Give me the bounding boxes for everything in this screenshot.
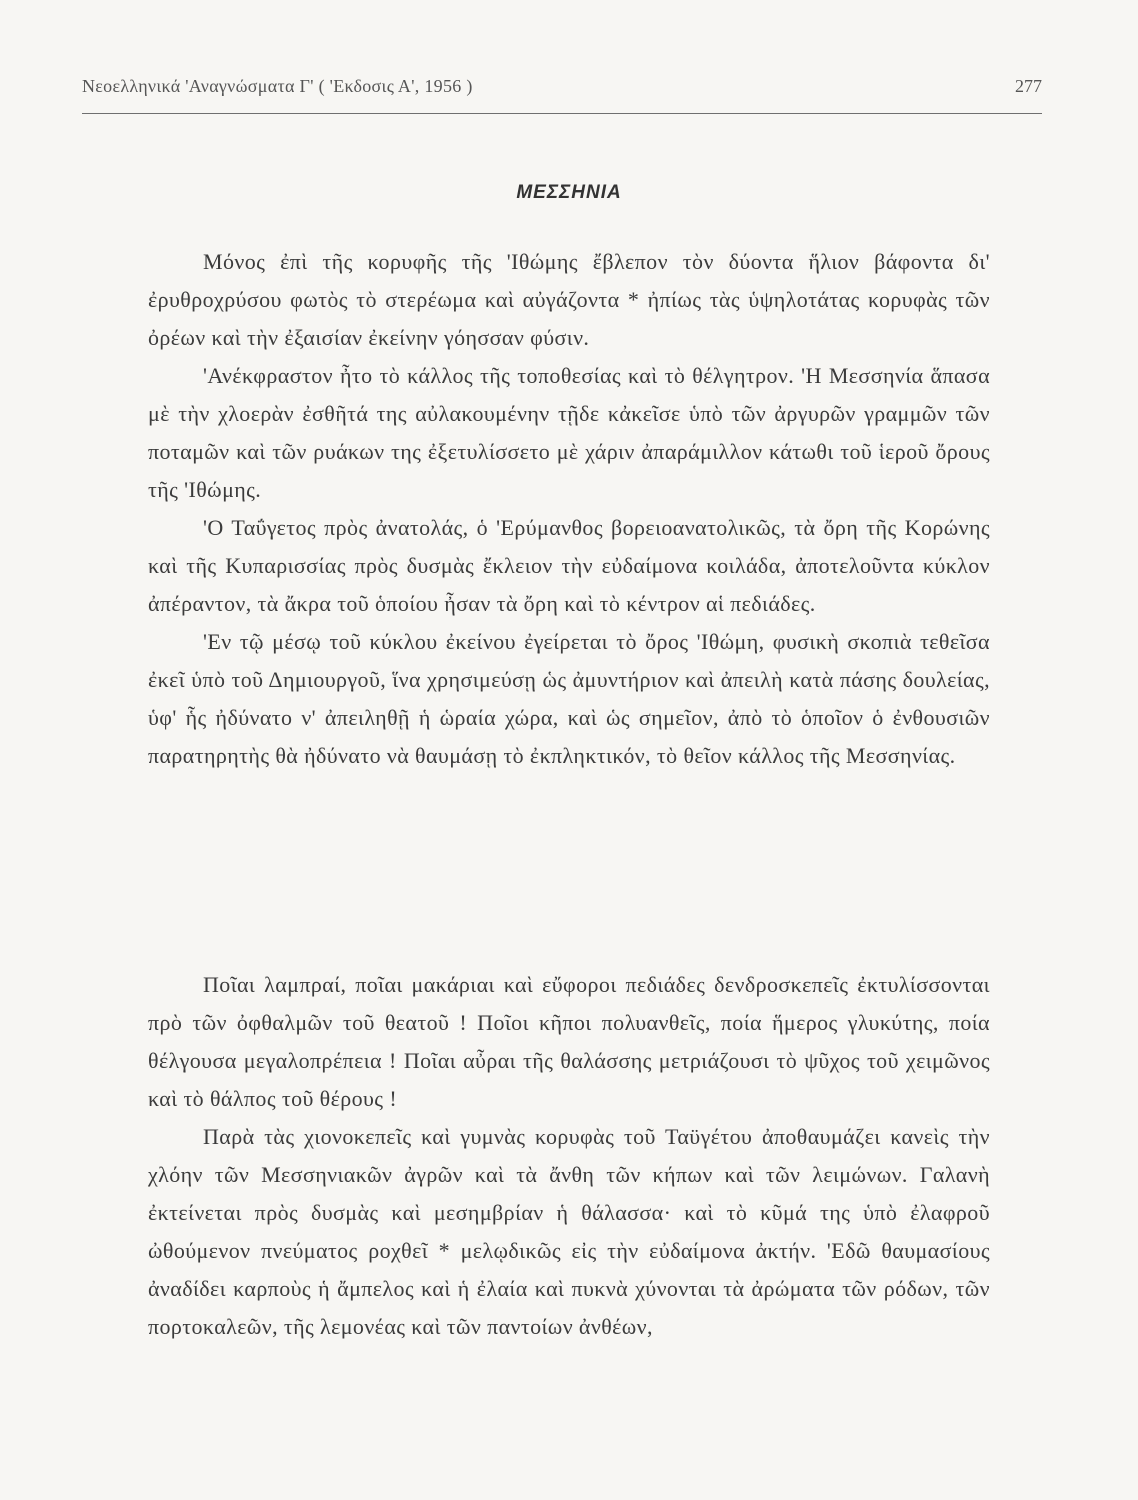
paragraph: 'Ο Ταΰγετος πρὸς ἀνατολάς, ὁ 'Ερύμανθος βορειοανατολικῶς, τὰ ὄρη τῆς Κορώνης καὶ τῆς Κυπαρισσίας πρὸς δυσμὰς ἔκλειον τὴν εὐδαίμονα κοιλάδα, ἀποτελοῦντα κύκλον ἀπέραντον, τὰ ἄκρα τοῦ ὁποίου ἦσαν τὰ ὄρη καὶ τὸ κέντρον αἱ πεδιάδες. — [148, 515, 990, 616]
page-number: 277 — [1015, 76, 1042, 96]
paragraph: Μόνος ἐπὶ τῆς κορυφῆς τῆς 'Ιθώμης ἔβλεπον τὸν δύοντα ἥλιον βάφοντα δι' ἐρυθροχρύσου φωτὸς τὸ στερέωμα καὶ αὐγάζοντα * ἠπίως τὰς ὑψηλοτάτας κορυφὰς τῶν ὀρέων καὶ τὴν ἐξαισίαν ἐκείνην γόησσαν φύσιν. — [148, 249, 990, 350]
paragraph: Ποῖαι λαμπραί, ποῖαι μακάριαι καὶ εὔφοροι πεδιάδες δενδροσκεπεῖς ἐκτυλίσσονται πρὸ τῶν ὀφθαλμῶν τοῦ θεατοῦ ! Ποῖοι κῆποι πολυανθεῖς, ποία ἥμερος γλυκύτης, ποία θέλγουσα μεγαλοπρέπεια ! Ποῖαι αὖραι τῆς θαλάσσης μετριάζουσι τὸ ψῦχος τοῦ χειμῶνος καὶ τὸ θάλπος τοῦ θέρους ! — [148, 972, 990, 1111]
paragraph: 'Εν τῷ μέσῳ τοῦ κύκλου ἐκείνου ἐγείρεται τὸ ὄρος 'Ιθώμη, φυσικὴ σκοπιὰ τεθεῖσα ἐκεῖ ὑπὸ τοῦ Δημιουργοῦ, ἵνα χρησιμεύσῃ ὡς ἀμυντήριον καὶ ἀπειλὴ κατὰ πάσης δουλείας, ὑφ' ἧς ἠδύνατο ν' ἀπειληθῇ ἡ ὡραία χώρα, καὶ ὡς σημεῖον, ἀπὸ τὸ ὁποῖον ὁ ἐνθουσιῶν παρατηρητὴς θὰ ἠδύνατο νὰ θαυμάσῃ τὸ ἐκπληκτικόν, τὸ θεῖον κάλλος τῆς Μεσσηνίας. — [148, 629, 990, 768]
paragraph: 'Ανέκφραστον ἦτο τὸ κάλλος τῆς τοποθεσίας καὶ τὸ θέλγητρον. 'Η Μεσσηνία ἅπασα μὲ τὴν χλοερὰν ἐσθῆτά της αὐλακουμένην τῇδε κἀκεῖσε ὑπὸ τῶν ἀργυρῶν γραμμῶν τῶν ποταμῶν καὶ τῶν ρυάκων της ἐξετυλίσσετο μὲ χάριν ἀπαράμιλλον κάτωθι τοῦ ἱεροῦ ὄρους τῆς 'Ιθώμης. — [148, 363, 990, 502]
text-block-lower — [148, 966, 990, 1346]
chapter-title: ΜΕΣΣΗΝΙΑ — [516, 182, 622, 203]
paragraph: Παρὰ τὰς χιονοκεπεῖς καὶ γυμνὰς κορυφὰς τοῦ Ταϋγέτου ἀποθαυμάζει κανεὶς τὴν χλόην τῶν Μεσσηνιακῶν ἀγρῶν καὶ τὰ ἄνθη τῶν κήπων καὶ τῶν λειμώνων. Γαλανὴ ἐκτείνεται πρὸς δυσμὰς καὶ μεσημβρίαν ἡ θάλασσα· καὶ τὸ κῦμά της ὑπὸ ἐλαφροῦ ὠθούμενον πνεύματος ροχθεῖ * μελῳδικῶς εἰς τὴν εὐδαίμονα ἀκτήν. 'Εδῶ θαυμασίους ἀναδίδει καρποὺς ἡ ἄμπελος καὶ ἡ ἐλαία καὶ πυκνὰ χύνονται τὰ ἀρώματα τῶν ρόδων, τῶν πορτοκαλεῶν, τῆς λεμονέας καὶ τῶν παντοίων ἀνθέων, — [148, 1124, 990, 1339]
text-block-upper — [148, 243, 990, 775]
running-title: Νεοελληνικά 'Αναγνώσματα Γ' ( 'Εκδοσις Α', 1956 ) — [82, 76, 473, 96]
header-rule — [82, 113, 1042, 114]
